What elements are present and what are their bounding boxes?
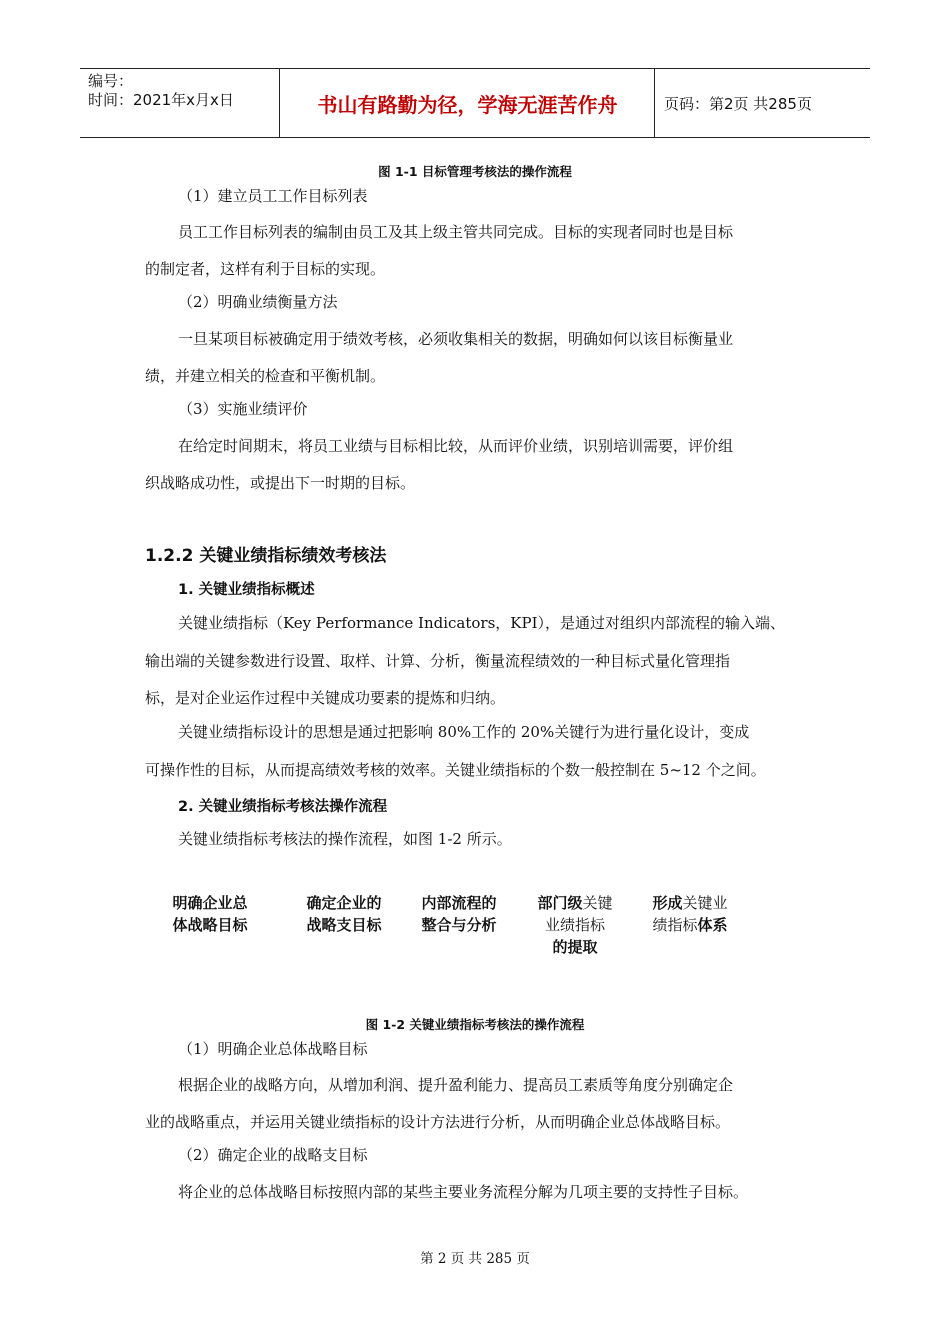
subheading-1: 1. 关键业绩指标概述 [178,582,315,598]
s3-step2-title: （2）确定企业的战略支目标 [178,1146,368,1164]
s1-step2-title: （2）明确业绩衡量方法 [178,293,338,311]
flow-step-4: 部门级关键 业绩指标 的提取 [537,894,613,956]
s1-step2-p1: 一旦某项目标被确定用于绩效考核，必须收集相关的数据，明确如何以该目标衡量业 [178,330,734,348]
flow-step-3: 内部流程的 整合与分析 [421,894,497,934]
subheading-2: 2. 关键业绩指标考核法操作流程 [178,799,388,815]
s2-p2-l1: 关键业绩指标设计的思想是通过把影响 80%工作的 20%关键行为进行量化设计，变成 [178,723,750,741]
s2-p1-l3: 标，是对企业运作过程中关键成功要素的提炼和归纳。 [145,689,506,707]
s2-p2-l2: 可操作性的目标，从而提高绩效考核的效率。关键业绩指标的个数一般控制在 5~12 个之间。 [145,761,766,779]
flow-step-5: 形成关键业 绩指标体系 [652,894,728,934]
s2-p3: 关键业绩指标考核法的操作流程，如图 1-2 所示。 [178,830,512,848]
flow-step-1: 明确企业总 体战略目标 [172,894,248,934]
page-footer: 第 2 页 共 285 页 [420,1251,530,1267]
s3-step1-p2: 业的战略重点，并运用关键业绩指标的设计方法进行分析，从而明确企业总体战略目标。 [145,1113,731,1131]
section-heading: 1.2.2 关键业绩指标绩效考核法 [145,546,387,566]
header-page: 页码：第2页 共285页 [664,94,812,113]
s3-step2-p1: 将企业的总体战略目标按照内部的某些主要业务流程分解为几项主要的支持性子目标。 [178,1183,749,1201]
s1-step3-title: （3）实施业绩评价 [178,400,308,418]
s1-step1-p2: 的制定者，这样有利于目标的实现。 [145,260,386,278]
figure1-caption: 图 1-1 目标管理考核法的操作流程 [378,164,572,179]
s2-p1-l2: 输出端的关键参数进行设置、取样、计算、分析，衡量流程绩效的一种目标式量化管理指 [145,652,731,670]
time-label: 时间：2021年x月x日 [88,91,234,109]
header-motto: 书山有路勤为径，学海无涯苦作舟 [281,69,655,137]
figure2-caption: 图 1-2 关键业绩指标考核法的操作流程 [365,1017,585,1032]
s1-step3-p1: 在给定时间期末，将员工业绩与目标相比较，从而评价业绩，识别培训需要，评价组 [178,437,734,455]
s1-step1-p1: 员工工作目标列表的编制由员工及其上级主管共同完成。目标的实现者同时也是目标 [178,223,734,241]
number-label: 编号： [88,72,134,90]
s2-p1-l1: 关键业绩指标（Key Performance Indicators，KPI），是通过对组织内部流程的输入端、 [178,614,785,632]
s1-step2-p2: 绩，并建立相关的检查和平衡机制。 [145,367,386,385]
s1-step3-p2: 织战略成功性，或提出下一时期的目标。 [145,474,416,492]
header-meta [80,69,280,137]
page-header [80,68,870,138]
s1-step1-title: （1）建立员工工作目标列表 [178,187,368,205]
s3-step1-title: （1）明确企业总体战略目标 [178,1040,368,1058]
flow-step-2: 确定企业的 战略支目标 [306,894,382,934]
s3-step1-p1: 根据企业的战略方向，从增加利润、提升盈利能力、提高员工素质等角度分别确定企 [178,1076,734,1094]
